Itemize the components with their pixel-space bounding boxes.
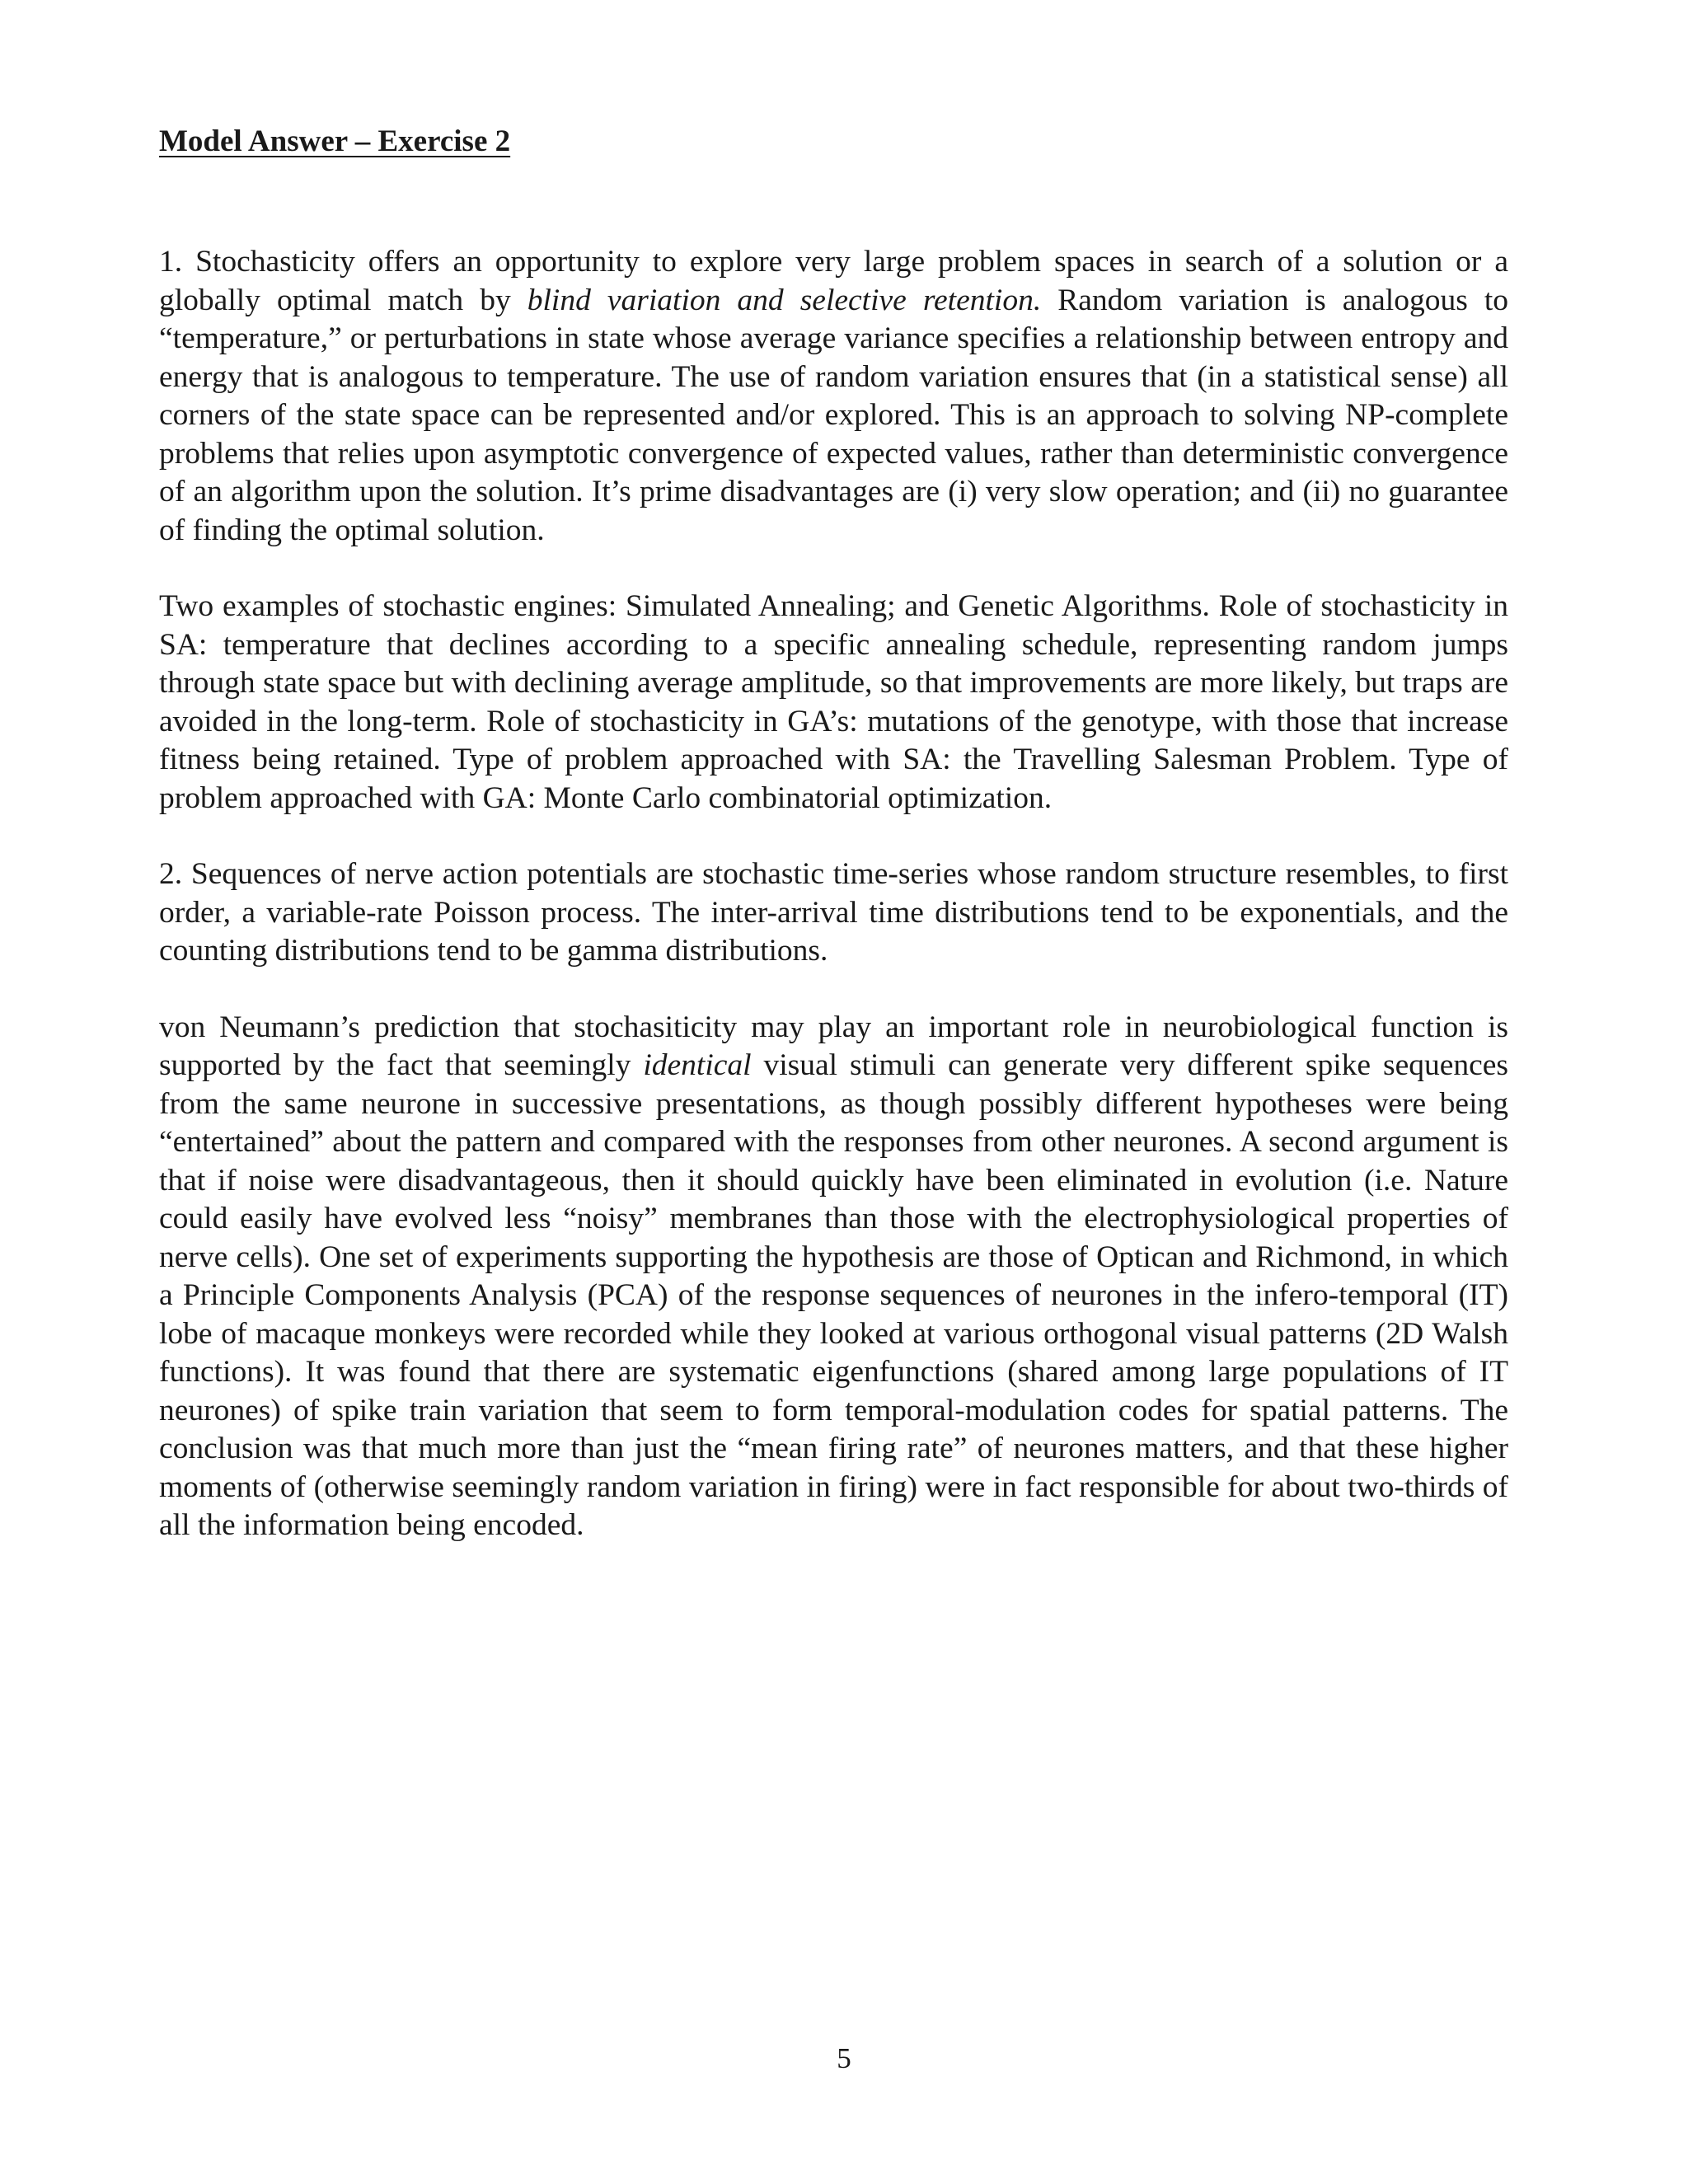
page-title: Model Answer – Exercise 2 [159, 124, 511, 158]
document-body [159, 243, 1508, 1583]
paragraph-von-neumann [159, 1009, 1508, 1545]
page-number: 5 [837, 2042, 851, 2074]
paragraph-text: 1. Stochasticity offers an opportunity to explore very large problem spaces in search of a solution or a globally optimal match by [159, 245, 1508, 317]
paragraph-nerve-action-potentials: 2. Sequences of nerve action potentials are stochastic time-series whose random structure resembles, to first order, a variable-rate Poisson process. The inter-arrival time distributions tend to be exponentials, and the counting distributions tend to be gamma distributions. [159, 857, 1508, 968]
emphasis-text: blind variation and selective retention. [527, 283, 1042, 317]
paragraph-stochastic-engines: Two examples of stochastic engines: Simulated Annealing; and Genetic Algorithms. Role of stochasticity in SA: temperature that declines according to a specific annealing schedule, representing random jumps through state space but with declining average amplitude, so that improvements are more likely, but traps are avoided in the long-term. Role of stochasticity in GA’s: mutations of the genotype, with those that increase fitness being retained. Type of problem approached with SA: the Travelling Salesman Problem. Type of problem approached with GA: Monte Carlo combinatorial optimization. [159, 589, 1508, 815]
paragraph-text: visual stimuli can generate very different spike sequences from the same neurone in successive presentations, as though possibly different hypotheses were being “entertained” about the pattern and compared with the responses from other neurones. A second argument is that if noise were disadvantageous, then it should quickly have been eliminated in evolution (i.e. Nature could easily have evolved less “noisy” membranes than those with the electrophysiological properties of nerve cells). One set of experiments supporting the hypothesis are those of Optican and Richmond, in which a Principle Components Analysis (PCA) of the response sequences of neurones in the infero-temporal (IT) lobe of macaque monkeys were recorded while they looked at various orthogonal visual patterns (2D Walsh functions). It was found that there are systematic eigenfunctions (shared among large populations of IT neurones) of spike train variation that seem to form temporal-modulation codes for spatial patterns. The conclusion was that much more than just the “mean firing rate” of neurones matters, and that these higher moments of (otherwise seemingly random variation in firing) were in fact responsible for about two-thirds of all the information being encoded. [159, 1048, 1508, 1542]
paragraph-text: von Neumann’s prediction that stochasiticity may play an important role in neurobiological function is supported by the fact that seemingly [159, 1010, 1508, 1082]
paragraph-stochasticity [159, 243, 1508, 550]
paragraph-text: Random variation is analogous to “temperature,” or perturbations in state whose average variance specifies a relationship between entropy and energy that is analogous to temperature. The use of random variation ensures that (in a statistical sense) all corners of the state space can be represented and/or explored. This is an approach to solving NP-complete problems that relies upon asymptotic convergence of expected values, rather than deterministic convergence of an algorithm upon the solution. It’s prime disadvantages are (i) very slow operation; and (ii) no guarantee of finding the optimal solution. [159, 283, 1508, 547]
emphasis-text: identical [643, 1048, 752, 1082]
